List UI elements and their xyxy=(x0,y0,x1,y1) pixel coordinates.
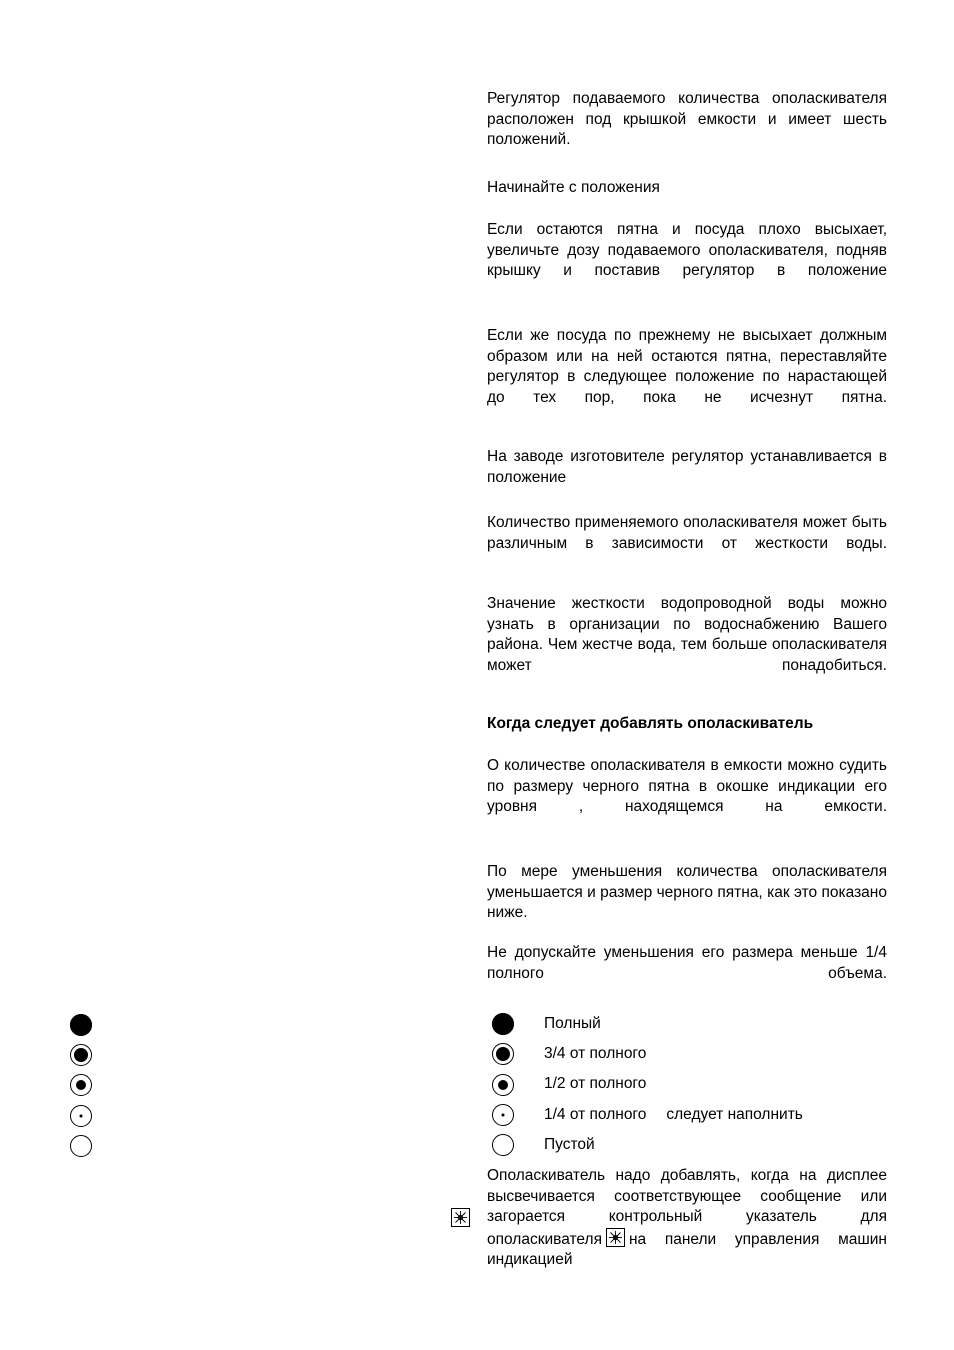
level-full-icon xyxy=(70,1014,92,1036)
paragraph-text: На заводе изготовителе регулятор устанавливается в положение xyxy=(487,448,887,486)
paragraph-text-part: на панели управления машин индикацией xyxy=(487,1230,887,1268)
paragraph-text: Количество применяемого ополаскивателя может быть различным в зависимости от жесткости воды. xyxy=(487,514,887,552)
paragraph-text xyxy=(487,1166,887,1291)
level-label: Полный xyxy=(544,1015,601,1032)
level-label: 3/4 от полного xyxy=(544,1045,647,1062)
paragraph-spot-shrinks xyxy=(487,862,887,944)
paragraph-text: Значение жесткости водопроводной воды можно узнать в организации по водоснабжению Вашего района. Чем жестче вода, тем больше ополаскивателя может понадобиться. xyxy=(487,595,887,674)
paragraph-amount-varies xyxy=(487,513,887,575)
level-label: 1/2 от полного xyxy=(544,1075,647,1092)
paragraph-text: Начинайте с положения xyxy=(487,179,660,196)
paragraph-water-hardness xyxy=(487,594,887,697)
level-quarter-icon xyxy=(492,1104,514,1126)
section-heading: Когда следует добавлять ополаскиватель xyxy=(487,715,814,732)
level-three-quarter-icon xyxy=(70,1044,92,1066)
rinse-aid-sparkle-icon xyxy=(606,1228,625,1247)
paragraph-factory-setting xyxy=(487,447,887,509)
level-three-quarter-icon xyxy=(492,1043,514,1065)
level-full-icon xyxy=(492,1013,514,1035)
paragraph-text: Не допускайте уменьшения его размера меньше 1/4 полного объема. xyxy=(487,944,887,982)
level-label-text: 1/4 от полного xyxy=(544,1106,647,1123)
level-label: Пустой xyxy=(544,1136,595,1153)
level-empty-icon xyxy=(70,1135,92,1157)
level-note: следует наполнить xyxy=(666,1106,803,1123)
paragraph-minimum-level xyxy=(487,943,887,1005)
level-label xyxy=(544,1106,803,1124)
paragraph-text: Регулятор подаваемого количества ополаскивателя расположен под крышкой емкости и имеет шесть положений. xyxy=(487,90,887,148)
paragraph-next-position xyxy=(487,326,887,429)
paragraph-when-to-add xyxy=(487,1166,887,1291)
level-quarter-icon xyxy=(70,1105,92,1127)
paragraph-regulator xyxy=(487,89,887,171)
level-empty-icon xyxy=(492,1134,514,1156)
paragraph-text: О количестве ополаскивателя в емкости можно судить по размеру черного пятна в окошке индикации его уровня , находящемся на емкости. xyxy=(487,757,887,815)
paragraph-text: Если же посуда по прежнему не высыхает должным образом или на ней остаются пятна, переставляйте регулятор в следующее положение по нарастающей до тех пор, пока не исчезнут пятна. xyxy=(487,327,887,406)
paragraph-text-part: Ополаскиватель надо добавлять, когда на дисплее высвечивается соответствующее сообщение или загорается контрольный указатель для ополаскивателя xyxy=(487,1167,887,1248)
level-half-icon xyxy=(70,1074,92,1096)
paragraph-start-position xyxy=(487,178,887,219)
paragraph-text: По мере уменьшения количества ополаскивателя уменьшается и размер черного пятна, как это показано ниже. xyxy=(487,863,887,921)
paragraph-increase-dose xyxy=(487,220,887,302)
rinse-aid-sparkle-icon xyxy=(451,1208,470,1227)
paragraph-text: Если остаются пятна и посуда плохо высыхает, увеличьте дозу подаваемого ополаскивателя, подняв крышку и поставив регулятор в положение xyxy=(487,221,887,279)
level-half-icon xyxy=(492,1074,514,1096)
paragraph-level-window xyxy=(487,756,887,838)
